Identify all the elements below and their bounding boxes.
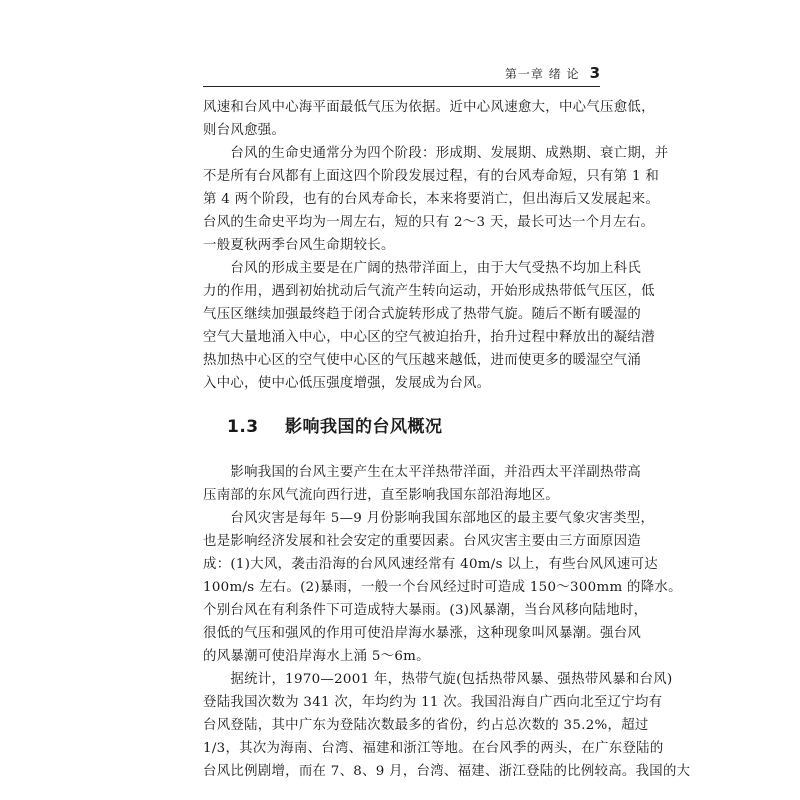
text-line: 成：(1)大风，袭击沿海的台风风速经常有 40m/s 以上，有些台风风速可达 (203, 557, 658, 572)
text-line: 风速和台风中心海平面最低气压为依据。近中心风速愈大，中心气压愈低， (203, 100, 655, 115)
text-line: 台风比例剧增，而在 7、8、9 月，台湾、福建、浙江登陆的比例较高。我国的大 (203, 764, 691, 779)
running-header (203, 64, 600, 82)
section-title: 影响我国的台风概况 (285, 417, 443, 437)
text-line: 台风的生命史通常分为四个阶段：形成期、发展期、成熟期、衰亡期，并 (203, 146, 669, 161)
section-heading (203, 403, 600, 451)
body-text (203, 96, 691, 783)
text-line: 登陆我国次数为 341 次，年均约为 11 次。我国沿海自广西向北至辽宁均有 (203, 695, 663, 710)
text-line: 第 4 两个阶段，也有的台风寿命长，本来将要消亡，但出海后又发展起来。 (203, 192, 660, 207)
header-rule (203, 86, 600, 87)
text-line: 压南部的东风气流向西行进，直至影响我国东部沿海地区。 (203, 488, 559, 503)
text-line: 据统计，1970—2001 年，热带气旋(包括热带风暴、强热带风暴和台风) (203, 672, 673, 687)
text-line: 台风登陆，其中广东为登陆次数最多的省份，约占总次数的 35.2%，超过 (203, 718, 649, 733)
text-line: 则台风愈强。 (203, 123, 286, 138)
text-line: 力的作用，遇到初始扰动后气流产生转向运动，开始形成热带低气压区，低 (203, 284, 655, 299)
text-line: 台风的形成主要是在广阔的热带洋面上，由于大气受热不均加上科氏 (203, 261, 642, 276)
text-line: 不是所有台风都有上面这四个阶段发展过程，有的台风寿命短，只有第 1 和 (203, 169, 660, 184)
text-line: 100m/s 左右。(2)暴雨，一般一个台风经过时可造成 150～300mm 的降水。 (203, 580, 682, 595)
text-line: 也是影响经济发展和社会安定的重要因素。台风灾害主要由三方面原因造 (203, 534, 642, 549)
paragraph-block-after-section (203, 461, 691, 783)
text-line: 很低的气压和强风的作用可使沿岸海水暴涨，这种现象叫风暴潮。强台风 (203, 626, 642, 641)
text-line: 入中心，使中心低压强度增强，发展成为台风。 (203, 376, 491, 391)
text-line: 1/3，其次为海南、台湾、福建和浙江等地。在台风季的两头，在广东登陆的 (203, 741, 664, 756)
text-line: 气压区继续加强最终趋于闭合式旋转形成了热带气旋。随后不断有暖湿的 (203, 307, 642, 322)
text-line: 空气大量地涌入中心，中心区的空气被迫抬升，抬升过程中释放出的凝结潜 (203, 330, 655, 345)
text-line: 一般夏秋两季台风生命期较长。 (203, 238, 395, 253)
text-line: 台风的生命史平均为一周左右，短的只有 2～3 天，最长可达一个月左右。 (203, 215, 655, 230)
text-line: 热加热中心区的空气使中心区的气压越来越低，进而使更多的暖湿空气涌 (203, 353, 642, 368)
text-line: 台风灾害是每年 5—9 月份影响我国东部地区的最主要气象灾害类型， (203, 511, 655, 526)
chapter-title: 第一章 绪 论 (504, 67, 580, 81)
text-line: 的风暴潮可使沿岸海水上涌 5～6m。 (203, 649, 430, 664)
text-line: 个别台风在有利条件下可造成特大暴雨。(3)风暴潮，当台风移向陆地时， (203, 603, 648, 618)
page-number: 3 (589, 64, 600, 82)
paragraph-block-before-section (203, 96, 669, 395)
section-number: 1.3 (227, 417, 259, 437)
text-line: 影响我国的台风主要产生在太平洋热带洋面，并沿西太平洋副热带高 (203, 465, 642, 480)
